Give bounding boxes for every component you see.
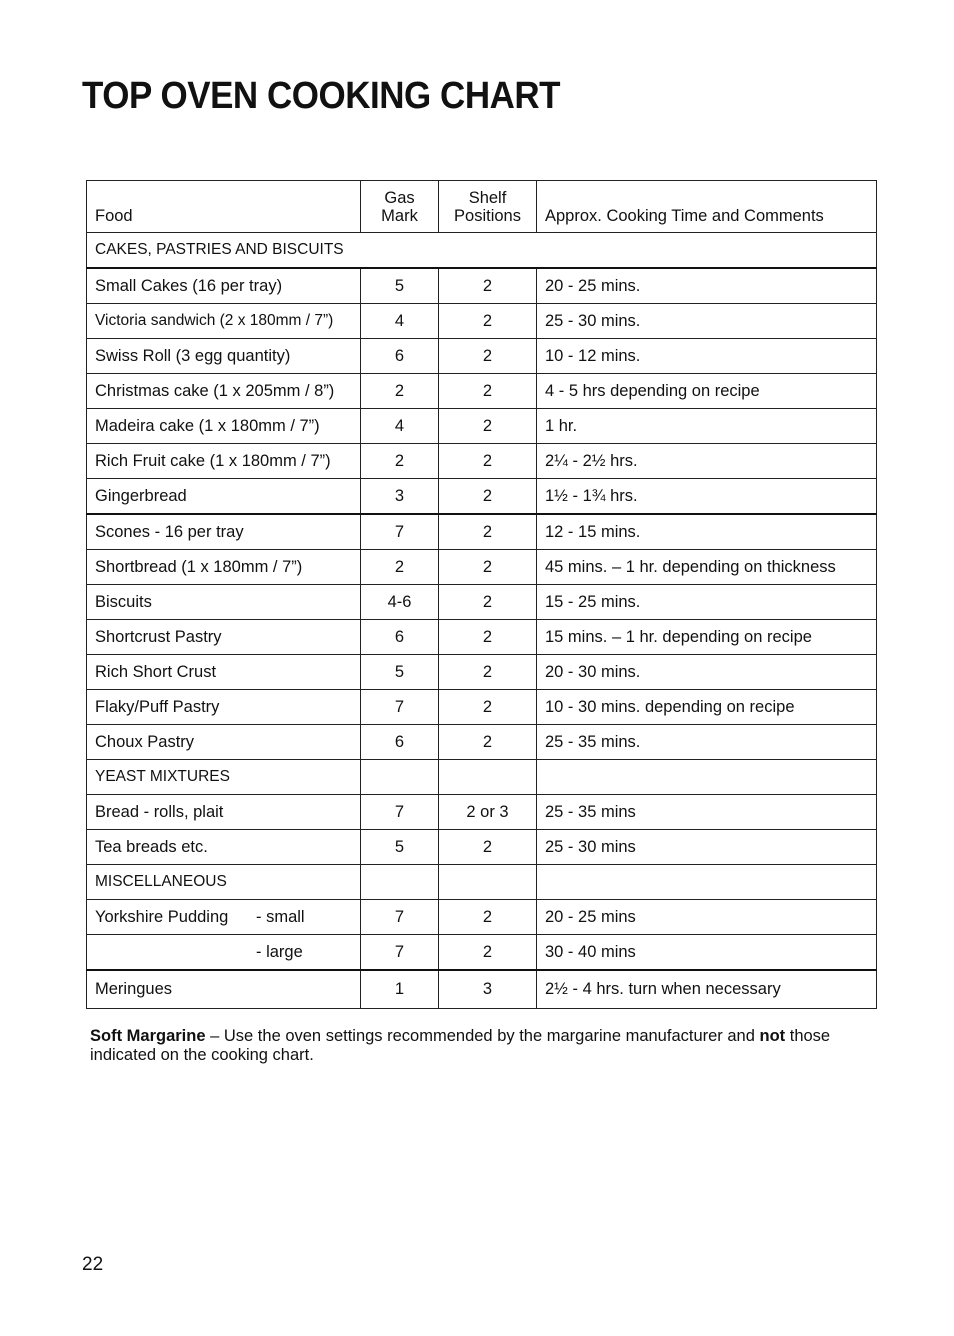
time-cell: 20 - 25 mins bbox=[537, 900, 877, 935]
page-number: 22 bbox=[82, 1254, 104, 1275]
time-cell: 20 - 30 mins. bbox=[537, 655, 877, 690]
table-row bbox=[87, 304, 877, 339]
shelf-cell: 2 bbox=[439, 339, 537, 374]
food-name: Yorkshire Pudding bbox=[95, 907, 229, 926]
soft-margarine-note bbox=[90, 1027, 880, 1065]
table-row bbox=[87, 409, 877, 444]
food-cell: Shortcrust Pastry bbox=[87, 620, 361, 655]
empty-cell bbox=[439, 865, 537, 900]
food-cell: Scones - 16 per tray bbox=[87, 514, 361, 550]
gas-mark-cell: 5 bbox=[361, 655, 439, 690]
food-cell: Victoria sandwich (2 x 180mm / 7”) bbox=[87, 304, 361, 339]
table-row bbox=[87, 374, 877, 409]
section-row-cakes bbox=[87, 233, 877, 269]
cooking-chart-table bbox=[86, 180, 877, 1009]
time-cell: 1 hr. bbox=[537, 409, 877, 444]
shelf-cell: 2 bbox=[439, 479, 537, 515]
note-emphasis: not bbox=[759, 1027, 786, 1045]
empty-cell bbox=[361, 865, 439, 900]
time-cell: 25 - 30 mins. bbox=[537, 304, 877, 339]
shelf-cell: 3 bbox=[439, 970, 537, 1009]
table-row bbox=[87, 444, 877, 479]
section-row-yeast bbox=[87, 760, 877, 795]
time-cell: 20 - 25 mins. bbox=[537, 268, 877, 304]
shelf-cell: 2 bbox=[439, 620, 537, 655]
gas-mark-cell: 7 bbox=[361, 514, 439, 550]
gas-mark-cell: 2 bbox=[361, 550, 439, 585]
food-cell: Choux Pastry bbox=[87, 725, 361, 760]
note-text-2: those indicated on the cooking chart. bbox=[90, 1027, 831, 1064]
shelf-cell: 2 bbox=[439, 935, 537, 971]
gas-mark-cell: 5 bbox=[361, 830, 439, 865]
time-cell: 2½ - 4 hrs. turn when necessary bbox=[537, 970, 877, 1009]
time-cell: 30 - 40 mins bbox=[537, 935, 877, 971]
table-row bbox=[87, 970, 877, 1009]
table-row bbox=[87, 479, 877, 515]
shelf-cell: 2 bbox=[439, 268, 537, 304]
food-cell: Tea breads etc. bbox=[87, 830, 361, 865]
time-cell: 25 - 35 mins bbox=[537, 795, 877, 830]
header-shelf-positions: Shelf Positions bbox=[439, 181, 537, 233]
shelf-cell: 2 bbox=[439, 409, 537, 444]
shelf-cell: 2 or 3 bbox=[439, 795, 537, 830]
table-row bbox=[87, 620, 877, 655]
time-cell: 15 - 25 mins. bbox=[537, 585, 877, 620]
shelf-cell: 2 bbox=[439, 655, 537, 690]
gas-mark-cell: 4 bbox=[361, 304, 439, 339]
section-heading: CAKES, PASTRIES AND BISCUITS bbox=[87, 233, 877, 269]
section-heading: YEAST MIXTURES bbox=[87, 760, 361, 795]
shelf-cell: 2 bbox=[439, 550, 537, 585]
shelf-cell: 2 bbox=[439, 725, 537, 760]
table-row bbox=[87, 830, 877, 865]
time-cell: 15 mins. – 1 hr. depending on recipe bbox=[537, 620, 877, 655]
gas-mark-cell: 7 bbox=[361, 900, 439, 935]
section-heading: MISCELLANEOUS bbox=[87, 865, 361, 900]
header-food: Food bbox=[87, 181, 361, 233]
gas-mark-cell: 5 bbox=[361, 268, 439, 304]
shelf-cell: 2 bbox=[439, 900, 537, 935]
shelf-cell: 2 bbox=[439, 304, 537, 339]
food-cell bbox=[87, 900, 361, 935]
table-row bbox=[87, 795, 877, 830]
table-row bbox=[87, 268, 877, 304]
time-cell: 10 - 12 mins. bbox=[537, 339, 877, 374]
food-cell: Christmas cake (1 x 205mm / 8”) bbox=[87, 374, 361, 409]
gas-mark-cell: 7 bbox=[361, 795, 439, 830]
shelf-cell: 2 bbox=[439, 830, 537, 865]
shelf-cell: 2 bbox=[439, 585, 537, 620]
food-cell bbox=[87, 935, 361, 971]
gas-mark-cell: 7 bbox=[361, 690, 439, 725]
food-cell: Rich Fruit cake (1 x 180mm / 7”) bbox=[87, 444, 361, 479]
table-header-row bbox=[87, 181, 877, 233]
gas-mark-cell: 6 bbox=[361, 339, 439, 374]
time-cell: 2¼ - 2½ hrs. bbox=[537, 444, 877, 479]
empty-cell bbox=[537, 760, 877, 795]
gas-mark-cell: 4-6 bbox=[361, 585, 439, 620]
header-cooking-time: Approx. Cooking Time and Comments bbox=[537, 181, 877, 233]
shelf-cell: 2 bbox=[439, 690, 537, 725]
table-row bbox=[87, 585, 877, 620]
gas-mark-cell: 6 bbox=[361, 725, 439, 760]
empty-cell bbox=[361, 760, 439, 795]
table-row bbox=[87, 550, 877, 585]
gas-mark-cell: 4 bbox=[361, 409, 439, 444]
header-gas-mark: Gas Mark bbox=[361, 181, 439, 233]
table-row bbox=[87, 725, 877, 760]
time-cell: 12 - 15 mins. bbox=[537, 514, 877, 550]
time-cell: 1½ - 1¾ hrs. bbox=[537, 479, 877, 515]
time-cell: 25 - 35 mins. bbox=[537, 725, 877, 760]
time-cell: 45 mins. – 1 hr. depending on thickness bbox=[537, 550, 877, 585]
time-cell: 10 - 30 mins. depending on recipe bbox=[537, 690, 877, 725]
gas-mark-cell: 7 bbox=[361, 935, 439, 971]
time-cell: 25 - 30 mins bbox=[537, 830, 877, 865]
food-cell: Small Cakes (16 per tray) bbox=[87, 268, 361, 304]
table-row bbox=[87, 900, 877, 935]
gas-mark-cell: 1 bbox=[361, 970, 439, 1009]
food-cell: Gingerbread bbox=[87, 479, 361, 515]
table-row bbox=[87, 514, 877, 550]
table-row bbox=[87, 655, 877, 690]
food-cell: Swiss Roll (3 egg quantity) bbox=[87, 339, 361, 374]
shelf-cell: 2 bbox=[439, 514, 537, 550]
note-lead: Soft Margarine bbox=[90, 1027, 206, 1045]
time-cell: 4 - 5 hrs depending on recipe bbox=[537, 374, 877, 409]
food-cell: Biscuits bbox=[87, 585, 361, 620]
gas-mark-cell: 3 bbox=[361, 479, 439, 515]
empty-cell bbox=[537, 865, 877, 900]
size-label: - small bbox=[256, 907, 305, 926]
gas-mark-cell: 6 bbox=[361, 620, 439, 655]
gas-mark-cell: 2 bbox=[361, 374, 439, 409]
food-cell: Shortbread (1 x 180mm / 7”) bbox=[87, 550, 361, 585]
note-text-1: – Use the oven settings recommended by the margarine manufacturer and bbox=[205, 1027, 760, 1045]
food-cell: Meringues bbox=[87, 970, 361, 1009]
section-row-misc bbox=[87, 865, 877, 900]
page-title: TOP OVEN COOKING CHART bbox=[82, 75, 561, 117]
table-row bbox=[87, 690, 877, 725]
food-cell: Rich Short Crust bbox=[87, 655, 361, 690]
table-row bbox=[87, 339, 877, 374]
food-cell: Bread - rolls, plait bbox=[87, 795, 361, 830]
gas-mark-cell: 2 bbox=[361, 444, 439, 479]
food-cell: Madeira cake (1 x 180mm / 7”) bbox=[87, 409, 361, 444]
shelf-cell: 2 bbox=[439, 444, 537, 479]
shelf-cell: 2 bbox=[439, 374, 537, 409]
size-label: - large bbox=[256, 942, 303, 961]
table-row bbox=[87, 935, 877, 971]
food-cell: Flaky/Puff Pastry bbox=[87, 690, 361, 725]
empty-cell bbox=[439, 760, 537, 795]
